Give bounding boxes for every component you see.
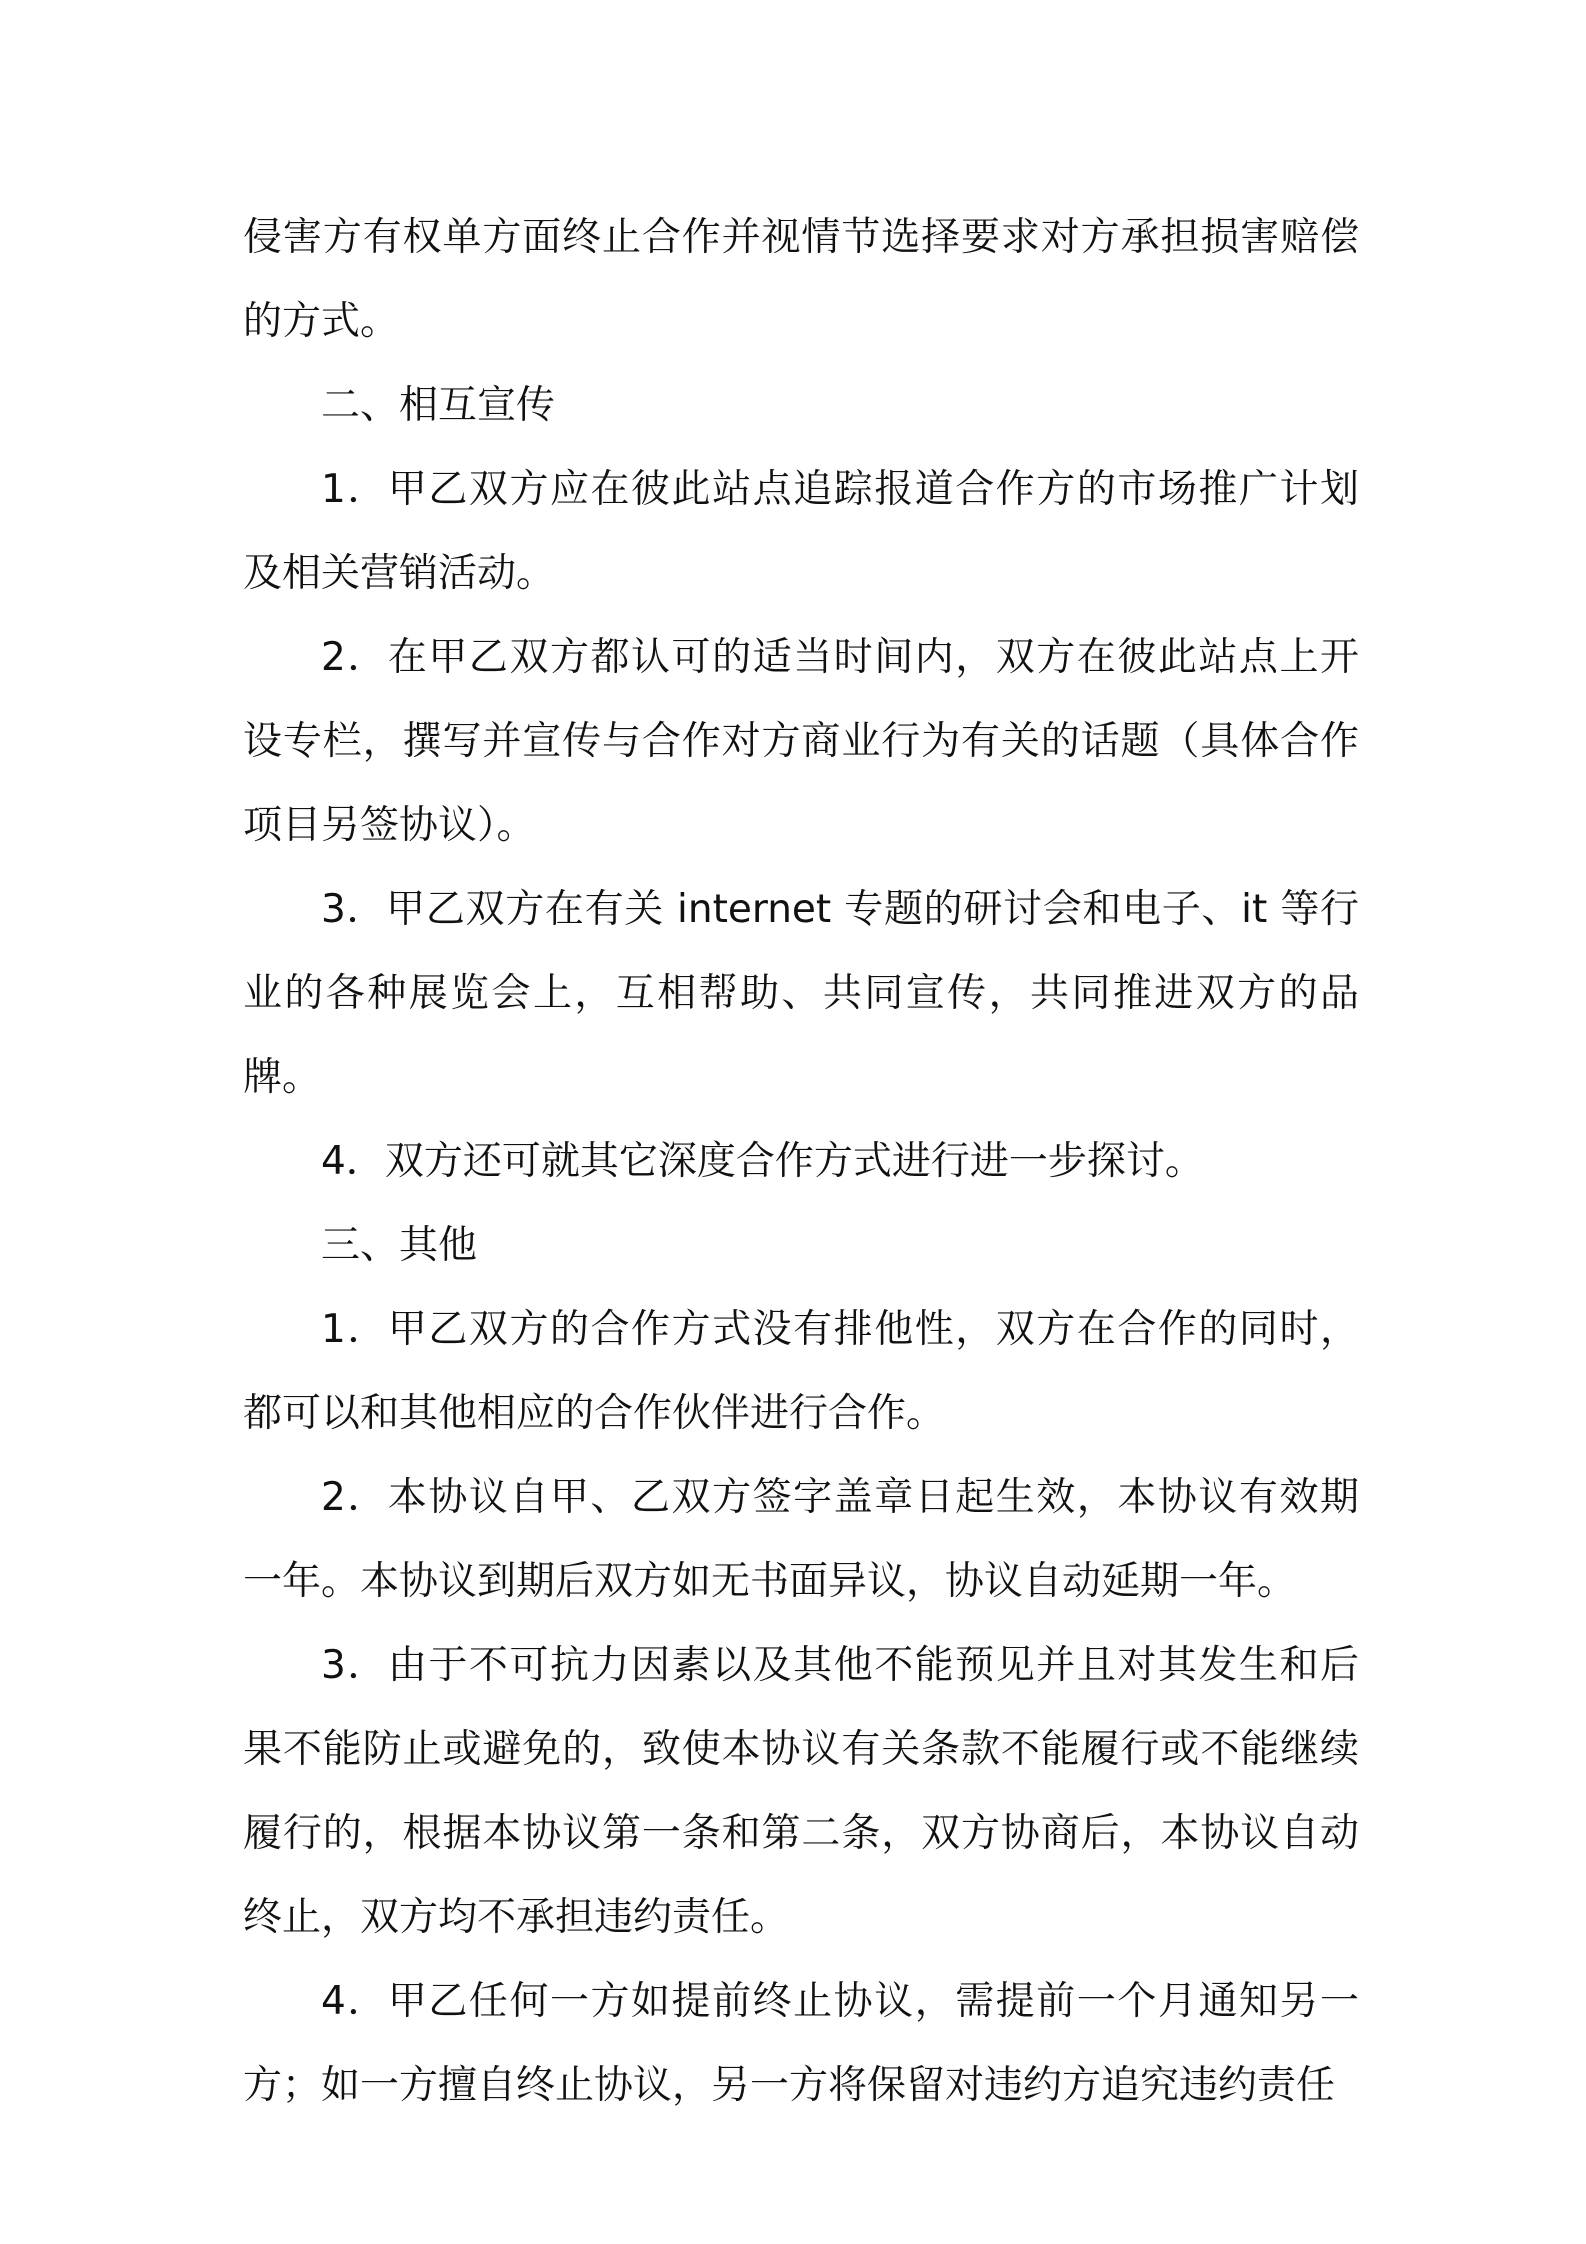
clause-2-3: 3．甲乙双方在有关 internet 专题的研讨会和电子、it 等行业的各种展览会上，互相帮助、共同宣传，共同推进双方的品牌。 [243,887,1359,1100]
clause-2-4: 4．双方还可就其它深度合作方式进行进一步探讨。 [321,1139,1204,1184]
paragraph-continuation: 侵害方有权单方面终止合作并视情节选择要求对方承担损害赔偿的方式。 [243,215,1359,344]
clause-3-1: 1．甲乙双方的合作方式没有排他性，双方在合作的同时，都可以和其他相应的合作伙伴进行合作。 [243,1307,1359,1436]
clause-3-2: 2．本协议自甲、乙双方签字盖章日起生效，本协议有效期一年。本协议到期后双方如无书面异议，协议自动延期一年。 [243,1475,1359,1604]
clause-2-1: 1．甲乙双方应在彼此站点追踪报道合作方的市场推广计划及相关营销活动。 [243,467,1359,596]
document-body [243,196,1359,2128]
clause-3-3: 3．由于不可抗力因素以及其他不能预见并且对其发生和后果不能防止或避免的，致使本协议有关条款不能履行或不能继续履行的，根据本协议第一条和第二条，双方协商后，本协议自动终止，双方均不承担违约责任。 [243,1643,1359,1940]
clause-3-4: 4．甲乙任何一方如提前终止协议，需提前一个月通知另一方；如一方擅自终止协议，另一方将保留对违约方追究违约责任 [243,1979,1359,2108]
section-heading-other: 三、其他 [321,1223,478,1268]
section-heading-mutual-promotion: 二、相互宣传 [321,383,556,428]
clause-2-2: 2．在甲乙双方都认可的适当时间内，双方在彼此站点上开设专栏，撰写并宣传与合作对方商业行为有关的话题（具体合作项目另签协议）。 [243,635,1359,848]
